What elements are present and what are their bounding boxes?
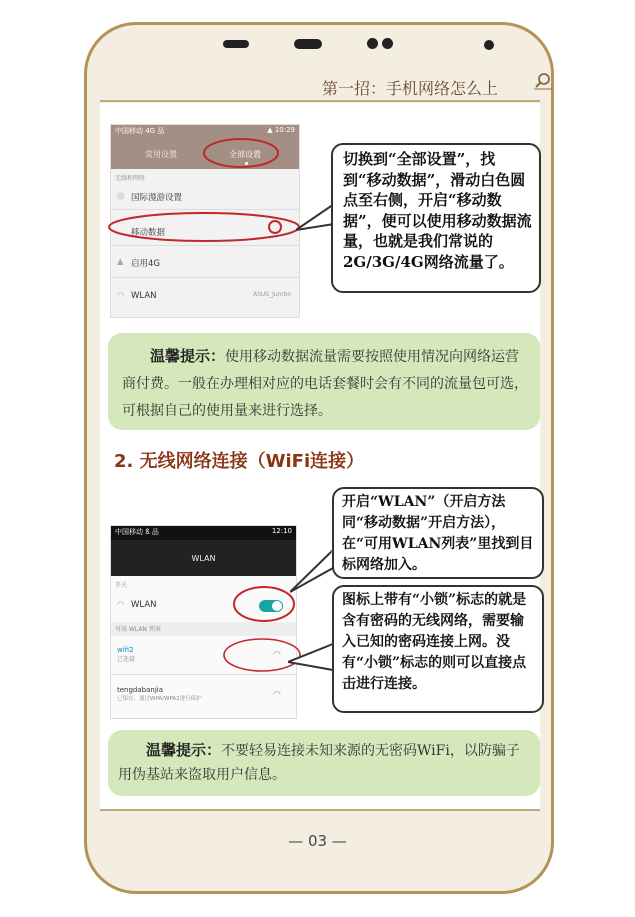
phone-camera: [484, 40, 494, 50]
tip-box-1: [108, 333, 540, 430]
status-carrier: 中国移动 4G 品: [115, 127, 165, 135]
wifi-icon: ◠: [117, 600, 125, 610]
header-divider: [100, 100, 540, 102]
wifi-lock-icon: ◠: [273, 690, 281, 700]
search-icon: [534, 72, 552, 90]
tip-label: 温馨提示：: [150, 347, 226, 365]
globe-icon: ◎: [117, 191, 125, 201]
settings-item-label: WLAN: [131, 291, 157, 301]
callout-pointer-2: [290, 540, 334, 600]
page-number: — 03 —: [288, 832, 347, 850]
callout-mobile-data: 切换到“全部设置”，找到“移动数据”，滑动白色圆点至右侧，开启“移动数据”，便可以使用移动数据流量，也就是我们常说的2G/3G/4G网络流量了。: [331, 143, 541, 293]
phone-sensor-2: [382, 38, 393, 49]
switch-section-label: 开关: [115, 582, 128, 589]
footer-divider: [100, 809, 540, 811]
callout-pointer-1: [296, 200, 336, 240]
network-item-tengdabanjia[interactable]: [111, 686, 296, 702]
phone-speaker: [223, 40, 249, 48]
settings-item-label: 启用4G: [131, 259, 160, 269]
callout-wlan-enable: 开启“WLAN”（开启方法同“移动数据”开启方法），在“可用WLAN列表”里找到目标网络加入。: [332, 487, 544, 579]
wlan-value: ASUS_Jumbo: [252, 291, 291, 298]
tip-text: 使用移动数据流量需要按照使用情况向网络运营商付费。一般在办理相对应的电话套餐时会有不同的流量包可选，可根据自己的使用量来进行选择。: [122, 349, 528, 419]
tip-text: 不要轻易连接未知来源的无密码WiFi，以防骗子用伪基站来盗取用户信息。: [118, 743, 520, 783]
wifi-icon: ◠: [117, 291, 125, 301]
page-title: 第一招：手机网络怎么上: [322, 79, 499, 98]
wifi-signal-icon: ◠: [273, 650, 281, 660]
section-label: 无线和网络: [115, 175, 146, 182]
network-name: wifi2: [117, 646, 134, 654]
tab-all-settings[interactable]: 全部设置: [229, 150, 261, 159]
network-status: 已连接: [117, 656, 136, 663]
tip-label: 温馨提示：: [146, 741, 222, 759]
wlan-title-bar: [111, 540, 296, 576]
list-header: 可用 WLAN 列表: [115, 626, 161, 633]
settings-item-label: 移动数据: [131, 228, 166, 238]
network-status: 已保存，通过WPA/WPA2进行保护: [117, 696, 202, 702]
section-heading: 2. 无线网络连接（WiFi连接）: [114, 451, 365, 472]
status-carrier: 中国移动 ß 品: [115, 528, 159, 536]
tab-common-settings[interactable]: 常用设置: [145, 150, 177, 159]
phone-sensor: [367, 38, 378, 49]
wlan-label: WLAN: [131, 600, 157, 610]
wlan-title: WLAN: [191, 554, 216, 563]
status-time: ▲ 10:29: [267, 126, 295, 134]
status-time: 12:10: [271, 527, 292, 535]
phone-speaker-grille: [294, 39, 322, 49]
signal-icon: ▲: [117, 257, 124, 267]
highlight-overlay-1: [100, 124, 310, 324]
callout-pointer-3: [288, 640, 334, 680]
settings-item-label: 国际漫游设置: [131, 193, 183, 203]
callout-lock-icon: 图标上带有“小锁”标志的就是含有密码的无线网络，需要输入已知的密码连接上网。没有“小锁”标志的则可以直接点击进行连接。: [332, 585, 544, 713]
status-bar: [111, 526, 296, 540]
network-name: tengdabanjia: [117, 686, 164, 694]
tip-box-2: [108, 730, 540, 796]
